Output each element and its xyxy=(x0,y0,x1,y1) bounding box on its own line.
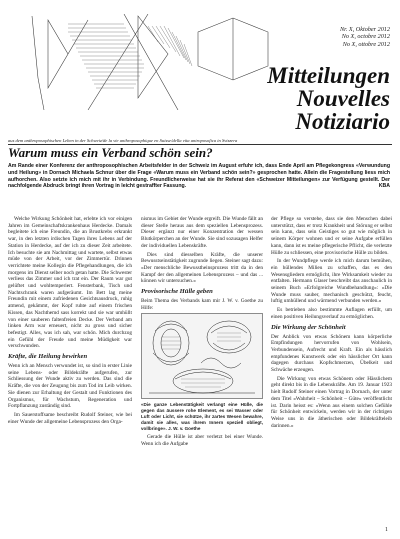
illustration-caption xyxy=(141,402,263,431)
masthead-mitteilungen: Mitteilungen xyxy=(267,63,390,88)
section-heading: Kräfte, die Heilung bewirken xyxy=(8,353,88,361)
caption-text: «Die ganze Lebenstätigkeit verlangt eine Hülle, die gegen das äussere rohe Element, es sei Wasser oder Luft oder Licht, sie schütze, ihr zartes Wesen bewahre, damit sie alles, was ihrem Innern speziell obliegt, vollbringe». xyxy=(141,402,263,431)
section-heading: Die Wirkung der Schönheit xyxy=(271,323,346,331)
tagline: aus dem anthroposophischen Leben in der Schweiz/de la vie anthroposophique en Suisse/della vita antroposofica in Svizzera xyxy=(8,138,238,143)
masthead-nouvelles: Nouvelles xyxy=(296,86,390,111)
issue-line-de: Nr. X, Oktober 2012 xyxy=(339,26,390,33)
issue-info xyxy=(340,26,390,48)
masthead-title xyxy=(267,64,390,133)
paragraph: Dies sind diesselben Kräfte, die unserer Bewusstseinstätigkeit zugrunde liegen. Steiner sagt dazu: «Der menschliche Bewusstheinsprozess tritt da in den Kampf der den allgemeinen Lebensprozess – und das ... können wir untersuchen.» xyxy=(141,251,263,285)
section-heading: Provisorische Hülle geben xyxy=(141,288,213,296)
issue-line-it: No X, ottobre 2012 xyxy=(342,40,390,48)
article-column-3 xyxy=(271,216,392,431)
article-column-2 xyxy=(141,216,263,450)
goethe-illustration xyxy=(141,313,263,399)
page-number: 1 xyxy=(385,527,388,533)
caption-author: J. W. v. Goethe xyxy=(168,425,201,431)
paragraph: In der Wundpflege werde ich mich darum bemühen, ein hüllendes Milieu zu schaffen, das es den Wesensgliedern ermöglicht, ihre Wirksamkeit wieder zu entfalten. Hermann Glaser beschreibt das anschaulich in seinem Buch «Erfolgreiche Wundbehandlung»: «Die Wunde muss sauber, mechanisch geschützt, feucht, luftig umhüllend und wärmend verbunden werden.» xyxy=(271,258,392,305)
paragraph: nismus im Gebiet der Wunde ergreift. Die Wunde fällt an dieser Stelle heraus aus dem speziellen Lebensprozess. Dieser ergänzt nur einer Konzentration der wessen Blutkörperchen an der Wunde. Sie sind sozusagen Helfer der individuellen Lebenskräfte. xyxy=(141,216,263,249)
paragraph: Wenn ich an Mensch verwundet ist, so sind in erster Linie seine Lebens- oder Bildekräfte aufgerufen, zur Schliessung der Wunde aktiv zu werden. Das sind die Kräfte, die von der Zeugung bis zum Tod im Leib wirken. Sie dienen zur Erhaltung der Gestalt und Funktionen des Organismus, für Wachstum, Regeneration und Fortpflanzung zuständig sind. xyxy=(8,363,132,410)
masthead-notiziario: Notiziario xyxy=(295,109,390,134)
paragraph: Es betrieben also bestimmte Auflagen erfüllt, um einen positiven Heilungsverlauf zu ermöglichen. xyxy=(271,307,392,320)
intro-text: Am Rande einer Konferenz der anthroposophischen Arbeitsfelder in der Schweiz im August erfuhr ich, dass Ende April am Pflegekongress «Verwundung und Heilung» in Dornach Michaela Schnur über die Frage «Warum muss ein Verband schön sein?» gesprochen hatte. Allein die Fragestellung liess mich aufhorchen. Also setzte ich mich mit ihr in Verbindung. Freundlicherweise hat sie ihr Referat den «Schweizer Mitteilungen» zur Verfügung gestellt. Der nachfolgende Abdruck bringt ihren Vortrag in leicht gestraffter Fassung. xyxy=(8,163,390,190)
article-headline: Warum muss ein Verband schön sein? xyxy=(8,145,213,160)
article-column-1 xyxy=(8,216,132,427)
paragraph: Im Sauerstoffsame beschreibt Rudolf Steiner, wie bei einer Wunde der allgemeine Lebensprozess den Orga- xyxy=(8,411,132,425)
paragraph: Der Anblick von etwas Schönem kann körperliche Empfindungen hervorrufen von Wohlsein, Verbundensein, Aufrecht und Kraft. Ein als hässlich empfundenes Kunstwerk oder ein hässlicher Ort kann dagegen durchaus Kopfschmerzen, Übelkeit und Schwäche erzeugen. xyxy=(271,333,392,374)
issue-line-fr: No X, octobre 2012 xyxy=(341,33,390,41)
paragraph: Die Wirkung von etwas Schönem oder Hässlichem geht direkt bis in die Lebenskräfte. Am 19. Januar 1923 hielt Rudolf Steiner einen Vortrag in Dornach, der unter dem Titel «Wahrheit – Schönheit – Güte» veröffentlicht ist. Darin heisst es: «Wenn aus einem solchen Gefühle für Schönheit entwickeln, werden wir in der richtigen Weise uns in die ätherischen oder Bildekräfteleib darinnen.» xyxy=(271,375,392,429)
paragraph: Welche Wirkung Schönheit hat, erlebte ich vor einigen Jahren im Gemeinschaftskrankenhaus Herdecke. Damals begleitete ich eine Freundin, die an Brustkrebs erkrankt war, in den letzten irdischen Tagen ihres Lebens auf der Station in Herdecke, auf der ich zu dieser Zeit arbeitete. Ich besuchte sie am Nachmittag und wartete, selbst etwas müde von der Arbeit, vor der Zimmertür. Drinnen verrichtete meine Kollegin die Pflegehandlungen, die ich morgens im Dienst selber noch getan hatte. Die Schwester verliess das Zimmer und ich trat ein. Der Raum war gut gelüftet und wohltemperiert. Fensterbank, Tisch und Nachtschrank waren aufgeräumt. Im Bett lag meine Freundin mit einem zufriedenen Gesichtsausdruck, ruhig atmend, gekämmt, der Kopf ruhte auf einem frischen Kissen, das Nachthemd sass korrekt und sie war umhüllt von einer sauberen faltenfreien Decke. Der Verband am linken Arm war erneuert, nicht zu gross und sicher befestigt. Alles, was ich sah, war schön. Mich durchzog ein Gefühl der Freude und meine Müdigkeit war verschwunden. xyxy=(8,216,132,350)
paragraph: Beim Thema des Verbands kam mir J. W. v. Goethe zu Hilfe: xyxy=(141,298,263,311)
paragraph: Gerade die Hülle ist aber verletzt bei einer Wunde. Wenn ich die Aufgabe xyxy=(141,434,263,448)
paragraph: der Pflege so verstehe, dass sie den Menschen dabei unterstützt, dass er trotz Krankheit und Störung er selbst sein kann, dass sein Geistiges so gut wie möglich in seinem Körper wohnen und er seine Aufgabe erfüllen kann, dann ist es meine pflegerische Pflicht, die verletzte Hülle zu schliessen, eine provisorische Hülle zu bilden. xyxy=(271,216,392,256)
article-intro xyxy=(8,163,390,190)
intro-signature: KBA xyxy=(378,183,390,190)
masthead-logo-graphic xyxy=(28,14,278,110)
